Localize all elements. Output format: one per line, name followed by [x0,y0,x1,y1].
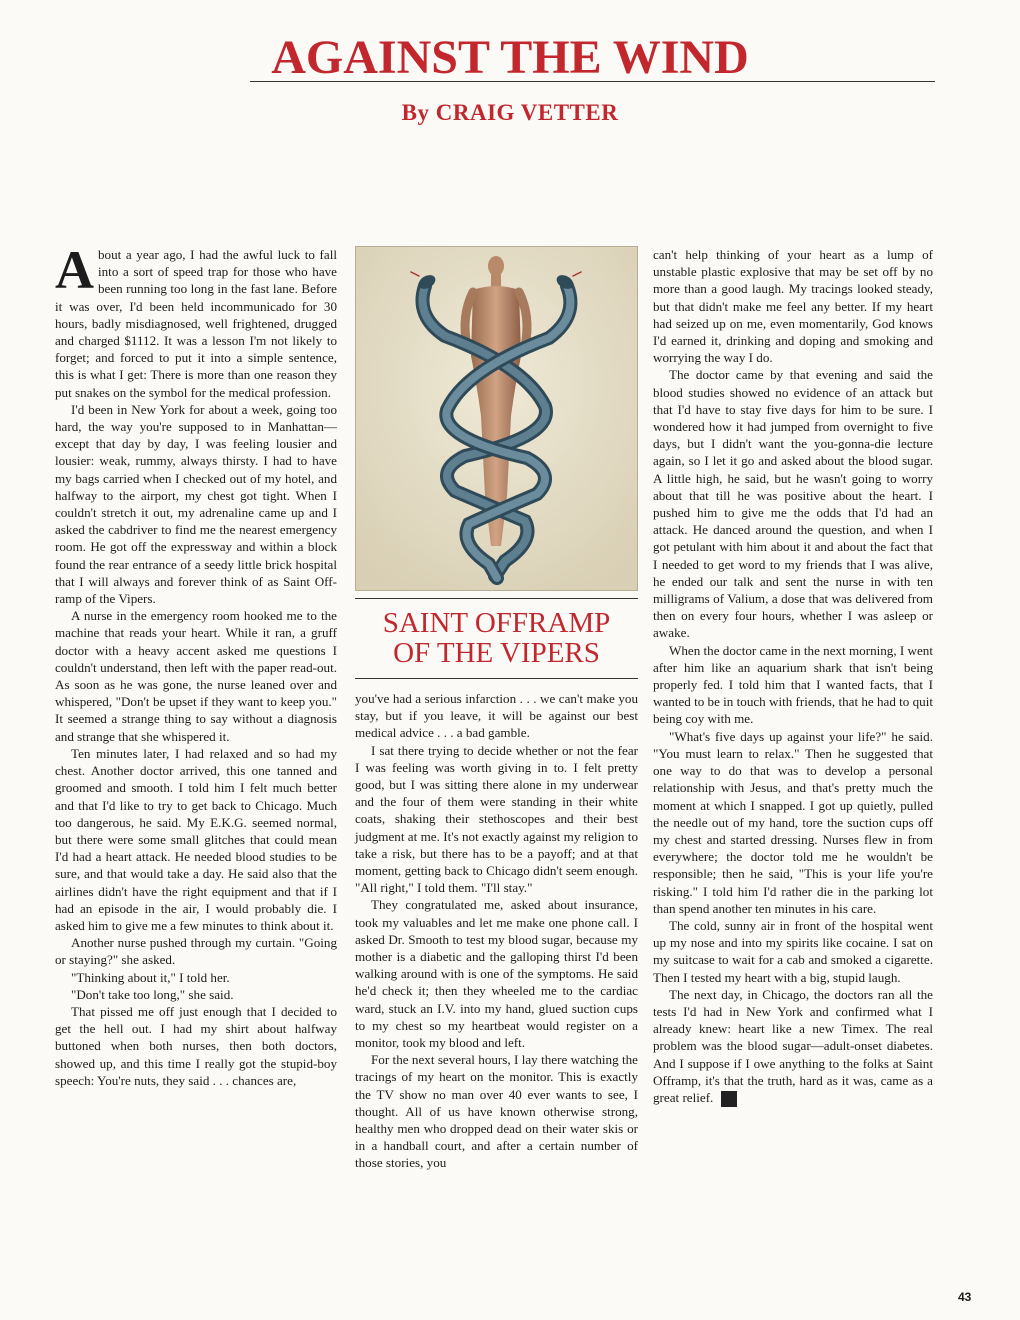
page-number: 43 [958,1290,972,1304]
caption-line-1: SAINT OFFRAMP [382,607,611,639]
caption-rule-top [355,598,638,599]
illustration-caption [355,608,638,668]
paragraph: The next day, in Chicago, the doctors ran all the tests I'd had in New York and confirmed what I already knew: heart like a new Timex. The real problem was the blood sugar—adult-onset diabetes. And I suppose if I owe anything to the folks at Saint Offramp, it's that the truth, hard as it was, came as a great relief. P [653,986,933,1105]
paragraph: "Don't take too long," she said. [71,986,234,1002]
caption-rule-bottom [355,678,638,679]
snake-figure-illustration [355,246,638,591]
caption-line-2: OF THE VIPERS [393,637,600,669]
paragraph: I'd been in New York for about a week, going too hard, the way you're supposed to in Manhattan—except that day by day, I was feeling lousier and lousier: weak, rummy, always thirsty. I had to have my bags carried when I checked out of my hotel, and halfway to the airport, my chest got tight. When I couldn't stretch it out, my adrenaline came up and I asked the cabdriver to find me the nearest emergency room. He got off the expressway and within a block found the rear entrance of a seedy little brick hospital that I will always and forever think of as Saint Off-ramp of the Vipers. [55,401,337,607]
paragraph: A nurse in the emergency room hooked me to the machine that reads your heart. While it ran, a gruff doctor with a heavy accent asked me questions I couldn't understand, then left with the paper read-out. As soon as he was gone, the nurse leaned over and whispered, "Don't be upset if they want to keep you." It seemed a strange thing to say without a diagnosis and strange that she whispered it. [55,608,337,744]
paragraph: For the next several hours, I lay there watching the tracings of my heart on the monitor. This is exactly the TV show no man over 40 ever wants to see, I thought. All of us have known otherwise strong, healthy men who dropped dead on their water skis or in a handball court, and after a certain number of those stories, you [355,1052,638,1171]
end-mark-icon: P [721,1091,737,1107]
paragraph: The cold, sunny air in front of the hospital went up my nose and into my spirits like cocaine. I sat on my suitcase to wait for a cab and smoked a cigarette. Then I tested my heart with a big, stupid laugh. [653,917,933,985]
paragraph: They congratulated me, asked about insurance, took my valuables and let me make one phone call. I asked Dr. Smooth to test my blood sugar, because my mother is a diabetic and the galloping thirst I'd been walking around with is one of the symptoms. He said he'd check it; then they wheeled me to the cardiac ward, stuck an I.V. into my hand, glued suction cups to my chest so my heartbeat would register on a monitor, took my blood and left. [355,897,638,1051]
paragraph: "Thinking about it," I told her. [71,969,230,985]
article-byline: By CRAIG VETTER [401,100,619,125]
paragraph: you've had a serious infarction . . . we can't make you stay, but if you leave, it will be against our best medical advice . . . a bad gamble. [355,691,638,741]
illustration-snakes-figure [355,246,638,591]
title-rule [250,81,935,82]
paragraph: can't help thinking of your heart as a lump of unstable plastic explosive that may be set off by no more than a good laugh. My tracings looked steady, but that didn't make me feel any better. If my heart had seized up on me, even momentarily, God knows I'd earned it, drinking and doping and smoking and worrying the way I do. [653,247,933,366]
paragraph: When the doctor came in the next morning, I went after him like an aquarium shark that isn't being properly fed. I told him that I wanted facts, that I wanted to be in touch with friends, that he had to quit being coy with me. [653,642,934,727]
paragraph: "What's five days up against your life?" he said. "You must learn to relax." Then he suggested that one way to do that was to develop a personal relationship with Jesus, and that's pretty much the moment at which I snapped. I got up quietly, pulled the needle out of my hand, tore the suction cups off my chest and started dressing. Nurses flew in from everywhere; the doctor told me he wouldn't be responsible; then he said, "This is your life you're risking." I told him I'd rather die in the parking lot than spend another ten minutes in his care. [653,728,933,916]
paragraph: Ten minutes later, I had relaxed and so had my chest. Another doctor arrived, this one tanned and groomed and smooth. I told him I felt much better and that I'd like to try to get back to Chicago. Much too dangerous, he said. My E.K.G. seemed normal, but there were some small glitches that could mean I'd had a heart attack. He needed blood studies to be sure, and that would take a day. He said also that the airlines didn't have the right equipment and that if I had an episode in the air, I would probably die. I asked him to give me a few minutes to think about it. [55,745,337,933]
paragraph: The doctor came by that evening and said the blood studies showed no evidence of an attack but that I'd have to stay five days for him to be sure. I wondered how it had jumped from overnight to five days, but I didn't want the you-gonna-die lecture again, so I let it go and asked about the blood sugar. A little high, he said, but he wasn't going to worry about that till he was positive about the heart. I pushed him to give me the odds that I'd had an attack. He danced around the question, and when I got petulant with him about it and about the fact that I needed to get word to my friends that I was alive, he ended our talk and sent the nurse in with ten milligrams of Valium, a dose that was delivered from then on every four hours, whether I was asleep or awake. [653,367,933,641]
paragraph: That pissed me off just enough that I decided to get the hell out. I had my shirt about halfway buttoned when both nurses, then both doctors, showed up, and this time I really got the stupid-boy speech: You're nuts, they said . . . chances are, [55,1003,337,1088]
article-column-1 [55,240,337,1089]
paragraph: Another nurse pushed through my curtain. "Going or staying?" she asked. [55,935,337,968]
drop-cap: A [55,240,94,300]
article-column-2 [355,690,638,1172]
article-column-3 [653,246,933,1107]
article-title: AGAINST THE WIND [271,31,749,84]
paragraph: About a year ago, I had the awful luck to fall into a sort of speed trap for those who have been running too long in the fast lane. Before it was over, I'd been held incommunicado for 30 hours, badly misdiagnosed, well frightened, drugged and charged $1112. It was a lesson I'm not likely to forget; and forced to put it into a simple sentence, this is what I get: There is more than one reason they put snakes on the symbol for the medical profession. [55,240,337,400]
paragraph: I sat there trying to decide whether or not the fear I was feeling was worth giving in to. I felt pretty good, but I was sitting there alone in my underwear and the four of them were standing in their white coats, shaking their stethoscopes and their best judgment at me. It's not exactly against my religion to take a risk, but there has to be a payoff; and at that moment, getting back to Chicago didn't seem enough. "All right," I told them. "I'll stay." [355,742,638,896]
